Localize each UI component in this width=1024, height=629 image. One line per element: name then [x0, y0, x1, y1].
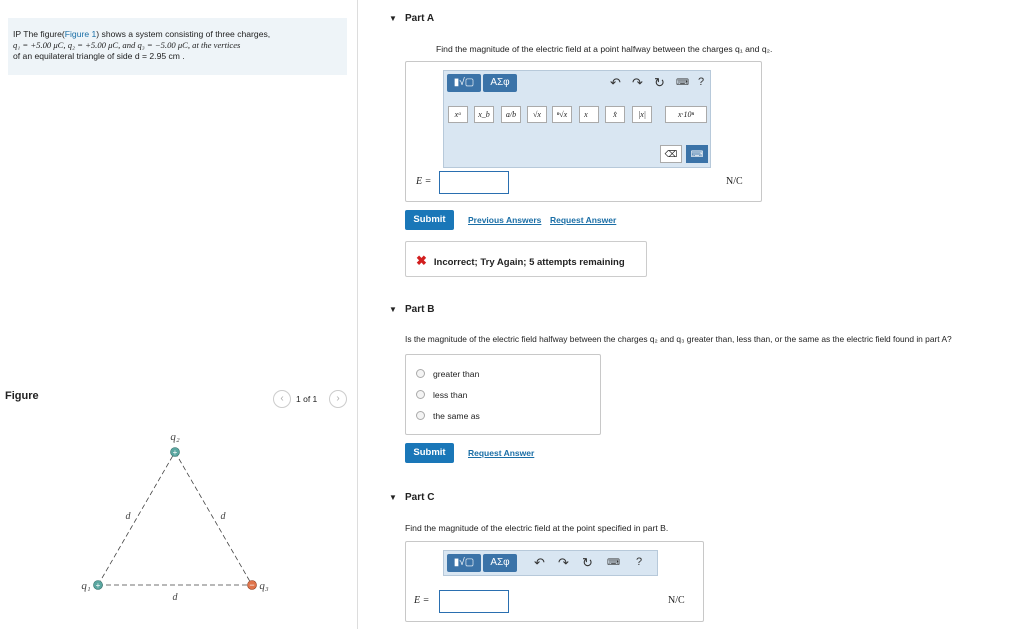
part-b-request-answer-link[interactable]: Request Answer [468, 448, 535, 458]
option-greater-than-label[interactable]: greater than [433, 369, 480, 379]
sqrt-button[interactable]: √x [527, 106, 547, 123]
problem-statement [8, 18, 347, 75]
previous-answers-link[interactable]: Previous Answers [468, 215, 542, 225]
collapse-triangle-icon: ▼ [389, 14, 397, 23]
side-label-left: d [125, 511, 131, 522]
figure-label: Figure [5, 390, 39, 402]
figure-link[interactable]: Figure 1 [64, 29, 97, 39]
part-c-question: Find the magnitude of the electric field at the point specified in part B. [405, 523, 669, 533]
greek-symbols-button[interactable]: ΑΣφ [483, 74, 517, 92]
problem-pane [0, 0, 358, 629]
problem-line-2: q₁ = +5.00 μC, q₂ = +5.00 μC, and q₃ = −5.00 μC, at the vertices [13, 40, 241, 50]
option-same-as-label[interactable]: the same as [433, 411, 480, 421]
undo-icon[interactable]: ↶ [610, 75, 621, 90]
math-toolbar [443, 550, 658, 576]
help-icon[interactable]: ? [636, 556, 643, 568]
templates-button[interactable]: ▮√▢ [447, 74, 481, 92]
q1-label: q₁ [81, 580, 91, 592]
part-b-submit-button[interactable]: Submit [405, 443, 454, 463]
part-a-feedback: ✖ Incorrect; Try Again; 5 attempts remaining [405, 241, 647, 277]
chevron-right-icon: › [336, 393, 340, 404]
keyboard-icon[interactable]: ⌨ [676, 77, 689, 87]
redo-icon[interactable]: ↷ [558, 555, 569, 570]
part-a-answer-input[interactable] [439, 171, 509, 194]
charge-triangle-figure [60, 420, 290, 610]
collapse-triangle-icon: ▼ [389, 305, 397, 314]
figure-pager-text: 1 of 1 [296, 394, 318, 404]
part-a-question: Find the magnitude of the electric field at a point halfway between the charges q₁ and q₂. [436, 44, 773, 54]
keyboard-icon[interactable]: ⌨ [607, 557, 620, 567]
reset-icon[interactable]: ↻ [582, 555, 593, 570]
keyboard-toggle-button[interactable] [686, 145, 708, 163]
problem-line-3: of an equilateral triangle of side d = 2.95 cm . [13, 51, 185, 61]
side-q1-q2 [98, 452, 175, 585]
reset-icon[interactable]: ↻ [654, 75, 665, 90]
fraction-button[interactable]: a/b [501, 106, 521, 123]
redo-icon[interactable]: ↷ [632, 75, 643, 90]
math-toolbar [443, 70, 711, 168]
part-b-options-panel [405, 354, 601, 435]
problem-line-1: IP The figure(Figure 1) shows a system consisting of three charges, [13, 29, 271, 39]
nth-root-button[interactable]: ⁿ√x [552, 106, 572, 123]
prev-figure-button[interactable] [273, 390, 291, 408]
part-c-unit: N/C [668, 595, 685, 606]
part-a-request-answer-link[interactable]: Request Answer [550, 215, 617, 225]
subscript-button[interactable]: x_b [474, 106, 494, 123]
part-a-submit-button[interactable]: Submit [405, 210, 454, 230]
part-a-answer-panel [405, 61, 762, 202]
collapse-triangle-icon: ▼ [389, 493, 397, 502]
plus-icon: + [172, 448, 178, 457]
q2-label: q₂ [170, 431, 180, 443]
part-c-answer-input[interactable] [439, 590, 509, 613]
next-figure-button[interactable] [329, 390, 347, 408]
incorrect-x-icon: ✖ [416, 253, 427, 268]
chevron-left-icon: ‹ [280, 393, 284, 404]
sci-notation-button[interactable]: x·10ⁿ [665, 106, 707, 123]
q3-label: q₃ [259, 580, 269, 592]
backspace-icon: ⌫ [664, 149, 678, 159]
unit-vector-button[interactable]: x̂ [605, 106, 625, 123]
part-c-eq-label: E = [414, 595, 430, 606]
greek-symbols-button[interactable]: ΑΣφ [483, 554, 517, 572]
help-icon[interactable]: ? [698, 76, 705, 88]
minus-icon: − [249, 580, 255, 590]
radio-less-than[interactable] [416, 390, 425, 399]
part-c-answer-panel [405, 541, 704, 622]
part-a-unit: N/C [726, 176, 743, 187]
side-label-bottom: d [172, 592, 178, 603]
templates-button[interactable]: ▮√▢ [447, 554, 481, 572]
abs-value-button[interactable]: |x| [632, 106, 652, 123]
radio-same-as[interactable] [416, 411, 425, 420]
undo-icon[interactable]: ↶ [534, 555, 545, 570]
superscript-button[interactable]: xᵃ [448, 106, 468, 123]
option-less-than-label[interactable]: less than [433, 390, 468, 400]
part-b-header[interactable]: ▼ Part B [389, 304, 435, 315]
vector-button[interactable]: x⃗ [579, 106, 599, 123]
keyboard-icon: ⌨ [690, 149, 704, 159]
plus-icon: + [95, 581, 101, 590]
radio-greater-than[interactable] [416, 369, 425, 378]
part-a-eq-label: E = [416, 176, 432, 187]
delete-button[interactable] [660, 145, 682, 163]
side-q2-q3 [175, 452, 252, 585]
part-b-question: Is the magnitude of the electric field halfway between the charges q₂ and q₃ greater than, less than, or the same as the electric field found in part A? [405, 334, 952, 344]
side-label-right: d [220, 511, 226, 522]
part-a-header[interactable]: ▼ Part A [389, 13, 435, 24]
part-c-header[interactable]: ▼ Part C [389, 492, 435, 503]
